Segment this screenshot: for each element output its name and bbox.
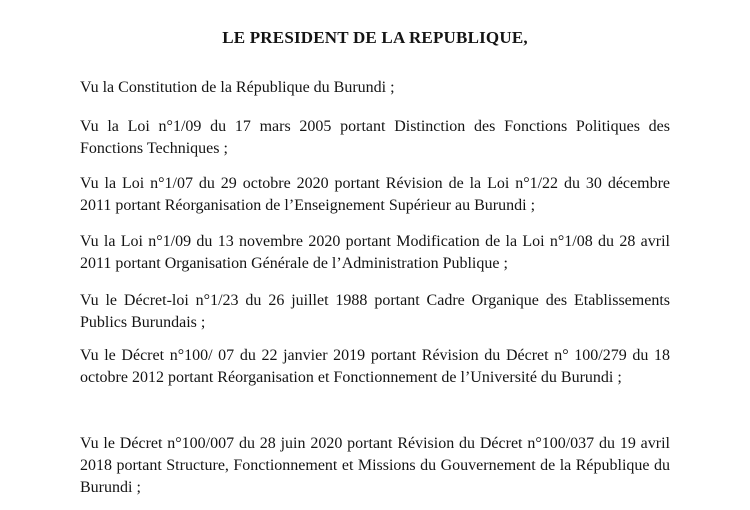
visa-paragraph-3: Vu la Loi n°1/07 du 29 octobre 2020 portant Révision de la Loi n°1/22 du 30 décembre 2011 portant Réorganisation de l’Enseignement Supérieur au Burundi ; [80,175,670,214]
document-title: LE PRESIDENT DE LA REPUBLIQUE, [222,28,528,47]
visa-paragraph-1: Vu la Constitution de la République du Burundi ; [80,79,395,96]
visa-paragraph-2: Vu la Loi n°1/09 du 17 mars 2005 portant Distinction des Fonctions Politiques des Fonctions Techniques ; [80,118,670,157]
visa-paragraph-4: Vu la Loi n°1/09 du 13 novembre 2020 portant Modification de la Loi n°1/08 du 28 avril 2011 portant Organisation Générale de l’Administration Publique ; [80,233,670,272]
visa-paragraph-7: Vu le Décret n°100/007 du 28 juin 2020 portant Révision du Décret n°100/037 du 19 avril 2018 portant Structure, Fonctionnement et Missions du Gouvernement de la République du Burundi ; [80,435,670,496]
cropped-header-line [0,0,750,7]
visa-paragraph-6: Vu le Décret n°100/ 07 du 22 janvier 2019 portant Révision du Décret n° 100/279 du 18 octobre 2012 portant Réorganisation et Fonctionnement de l’Université du Burundi ; [80,347,670,386]
visa-paragraph-5: Vu le Décret-loi n°1/23 du 26 juillet 1988 portant Cadre Organique des Etablissements Publics Burundais ; [80,292,670,331]
